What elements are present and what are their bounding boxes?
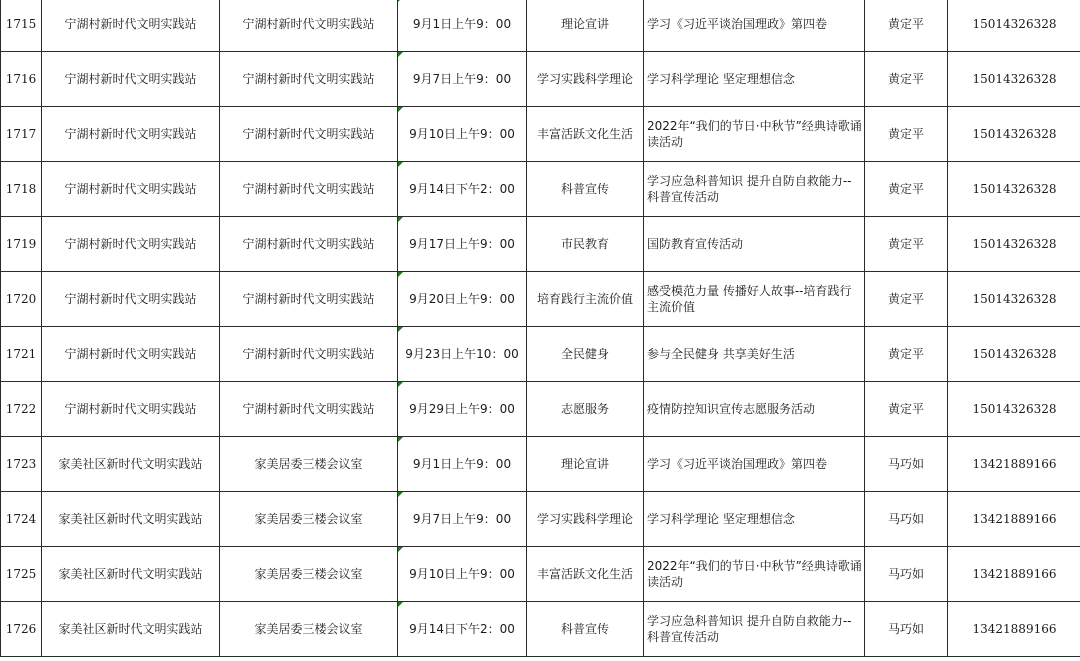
category-cell: 学习实践科学理论 — [527, 52, 644, 107]
venue-cell: 宁湖村新时代文明实践站 — [220, 162, 398, 217]
contact-cell: 黄定平 — [865, 272, 948, 327]
time-cell: 9月14日下午2：00 — [398, 162, 527, 217]
contact-cell: 马巧如 — [865, 492, 948, 547]
phone-cell: 13421889166 — [948, 492, 1080, 547]
row-number-cell: 1717 — [1, 107, 42, 162]
station-cell: 宁湖村新时代文明实践站 — [42, 162, 220, 217]
venue-cell: 宁湖村新时代文明实践站 — [220, 0, 398, 52]
phone-cell: 15014326328 — [948, 0, 1080, 52]
time-cell: 9月23日上午10：00 — [398, 327, 527, 382]
station-cell: 宁湖村新时代文明实践站 — [42, 382, 220, 437]
category-cell: 科普宣传 — [527, 602, 644, 657]
venue-cell: 宁湖村新时代文明实践站 — [220, 217, 398, 272]
venue-cell: 家美居委三楼会议室 — [220, 602, 398, 657]
table-row — [1, 437, 1080, 492]
content-cell: 学习应急科普知识 提升自防自救能力--科普宣传活动 — [644, 162, 865, 217]
station-cell: 宁湖村新时代文明实践站 — [42, 217, 220, 272]
category-cell: 丰富活跃文化生活 — [527, 547, 644, 602]
time-cell: 9月7日上午9：00 — [398, 52, 527, 107]
table-row — [1, 107, 1080, 162]
table-row — [1, 547, 1080, 602]
row-number-cell: 1716 — [1, 52, 42, 107]
category-cell: 志愿服务 — [527, 382, 644, 437]
venue-cell: 家美居委三楼会议室 — [220, 547, 398, 602]
table-row — [1, 52, 1080, 107]
time-cell: 9月10日上午9：00 — [398, 107, 527, 162]
venue-cell: 宁湖村新时代文明实践站 — [220, 272, 398, 327]
content-cell: 国防教育宣传活动 — [644, 217, 865, 272]
row-number-cell: 1721 — [1, 327, 42, 382]
time-cell: 9月20日上午9：00 — [398, 272, 527, 327]
station-cell: 家美社区新时代文明实践站 — [42, 602, 220, 657]
content-cell: 学习应急科普知识 提升自防自救能力--科普宣传活动 — [644, 602, 865, 657]
category-cell: 丰富活跃文化生活 — [527, 107, 644, 162]
contact-cell: 黄定平 — [865, 0, 948, 52]
contact-cell: 黄定平 — [865, 107, 948, 162]
time-cell: 9月7日上午9：00 — [398, 492, 527, 547]
venue-cell: 宁湖村新时代文明实践站 — [220, 382, 398, 437]
station-cell: 宁湖村新时代文明实践站 — [42, 272, 220, 327]
contact-cell: 黄定平 — [865, 52, 948, 107]
row-number-cell: 1726 — [1, 602, 42, 657]
category-cell: 理论宣讲 — [527, 437, 644, 492]
venue-cell: 家美居委三楼会议室 — [220, 437, 398, 492]
category-cell: 学习实践科学理论 — [527, 492, 644, 547]
table-row — [1, 327, 1080, 382]
contact-cell: 黄定平 — [865, 327, 948, 382]
station-cell: 宁湖村新时代文明实践站 — [42, 52, 220, 107]
content-cell: 感受模范力量 传播好人故事--培育践行主流价值 — [644, 272, 865, 327]
phone-cell: 15014326328 — [948, 107, 1080, 162]
content-cell: 2022年“我们的节日·中秋节”经典诗歌诵读活动 — [644, 107, 865, 162]
time-cell: 9月17日上午9：00 — [398, 217, 527, 272]
category-cell: 理论宣讲 — [527, 0, 644, 52]
time-cell: 9月29日上午9：00 — [398, 382, 527, 437]
phone-cell: 15014326328 — [948, 327, 1080, 382]
table-row — [1, 0, 1080, 52]
time-cell: 9月1日上午9：00 — [398, 0, 527, 52]
row-number-cell: 1715 — [1, 0, 42, 52]
phone-cell: 15014326328 — [948, 162, 1080, 217]
content-cell: 参与全民健身 共享美好生活 — [644, 327, 865, 382]
contact-cell: 马巧如 — [865, 547, 948, 602]
station-cell: 家美社区新时代文明实践站 — [42, 547, 220, 602]
content-cell: 学习《习近平谈治国理政》第四卷 — [644, 0, 865, 52]
time-cell: 9月10日上午9：00 — [398, 547, 527, 602]
phone-cell: 15014326328 — [948, 272, 1080, 327]
station-cell: 家美社区新时代文明实践站 — [42, 437, 220, 492]
station-cell: 宁湖村新时代文明实践站 — [42, 0, 220, 52]
row-number-cell: 1722 — [1, 382, 42, 437]
table-row — [1, 602, 1080, 657]
content-cell: 疫情防控知识宣传志愿服务活动 — [644, 382, 865, 437]
category-cell: 全民健身 — [527, 327, 644, 382]
contact-cell: 黄定平 — [865, 382, 948, 437]
row-number-cell: 1720 — [1, 272, 42, 327]
phone-cell: 15014326328 — [948, 382, 1080, 437]
table-row — [1, 162, 1080, 217]
table-row — [1, 217, 1080, 272]
table-body — [1, 0, 1080, 657]
table-row — [1, 272, 1080, 327]
station-cell: 家美社区新时代文明实践站 — [42, 492, 220, 547]
venue-cell: 宁湖村新时代文明实践站 — [220, 327, 398, 382]
content-cell: 2022年“我们的节日·中秋节”经典诗歌诵读活动 — [644, 547, 865, 602]
row-number-cell: 1725 — [1, 547, 42, 602]
phone-cell: 13421889166 — [948, 602, 1080, 657]
contact-cell: 马巧如 — [865, 602, 948, 657]
row-number-cell: 1723 — [1, 437, 42, 492]
station-cell: 宁湖村新时代文明实践站 — [42, 327, 220, 382]
content-cell: 学习科学理论 坚定理想信念 — [644, 492, 865, 547]
venue-cell: 宁湖村新时代文明实践站 — [220, 107, 398, 162]
row-number-cell: 1719 — [1, 217, 42, 272]
category-cell: 市民教育 — [527, 217, 644, 272]
contact-cell: 马巧如 — [865, 437, 948, 492]
contact-cell: 黄定平 — [865, 217, 948, 272]
phone-cell: 15014326328 — [948, 217, 1080, 272]
contact-cell: 黄定平 — [865, 162, 948, 217]
table-row — [1, 492, 1080, 547]
station-cell: 宁湖村新时代文明实践站 — [42, 107, 220, 162]
phone-cell: 13421889166 — [948, 547, 1080, 602]
time-cell: 9月1日上午9：00 — [398, 437, 527, 492]
venue-cell: 家美居委三楼会议室 — [220, 492, 398, 547]
content-cell: 学习《习近平谈治国理政》第四卷 — [644, 437, 865, 492]
phone-cell: 15014326328 — [948, 52, 1080, 107]
time-cell: 9月14日下午2：00 — [398, 602, 527, 657]
category-cell: 培育践行主流价值 — [527, 272, 644, 327]
row-number-cell: 1718 — [1, 162, 42, 217]
content-cell: 学习科学理论 坚定理想信念 — [644, 52, 865, 107]
table-row — [1, 382, 1080, 437]
venue-cell: 宁湖村新时代文明实践站 — [220, 52, 398, 107]
row-number-cell: 1724 — [1, 492, 42, 547]
category-cell: 科普宣传 — [527, 162, 644, 217]
phone-cell: 13421889166 — [948, 437, 1080, 492]
